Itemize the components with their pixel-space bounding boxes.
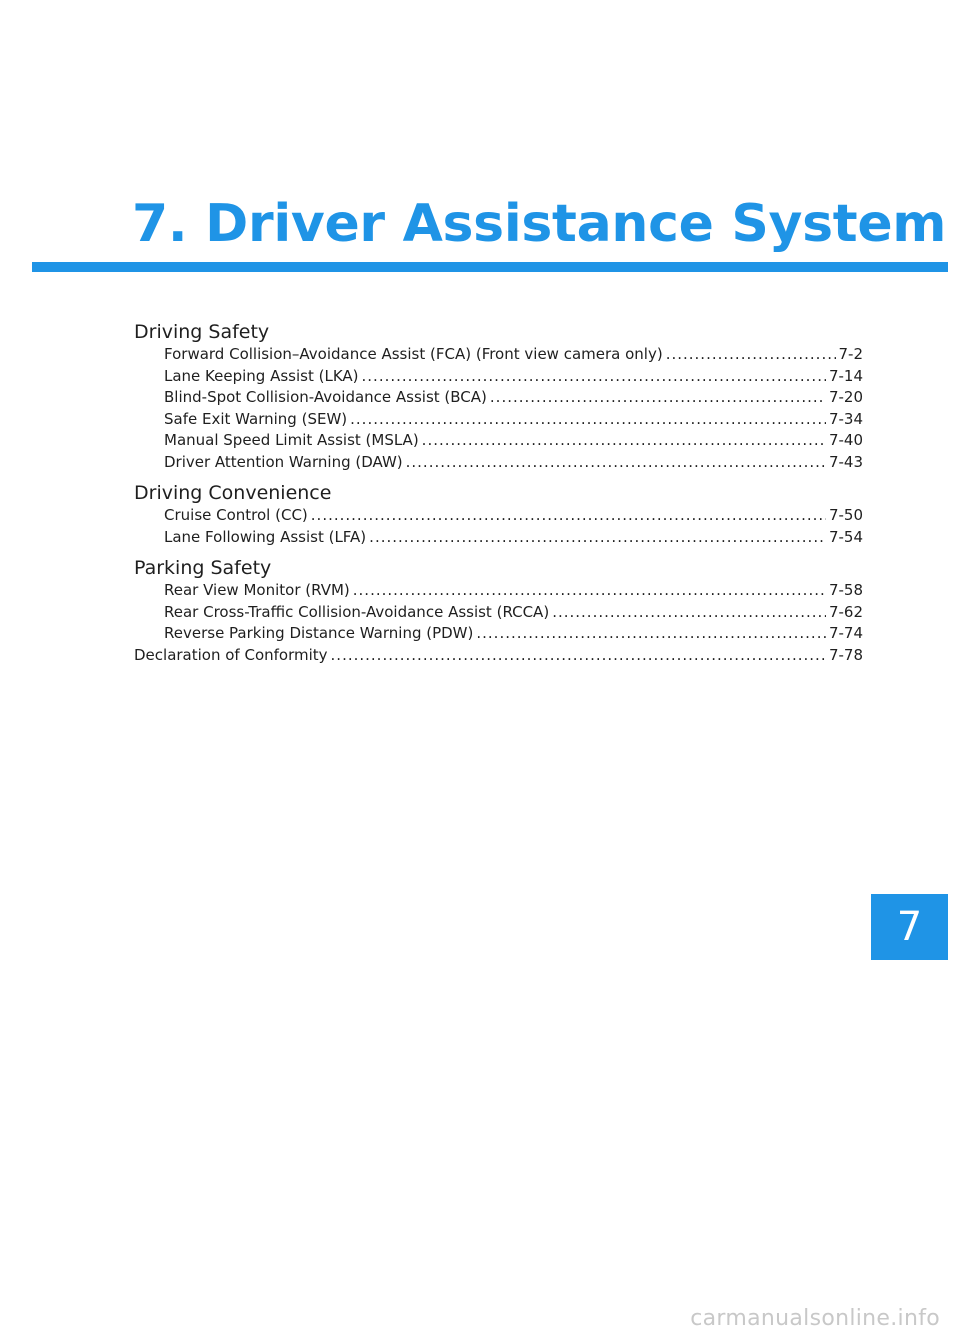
dot-leader bbox=[422, 430, 826, 452]
toc-entry-label: Lane Following Assist (LFA) bbox=[164, 527, 367, 546]
title-rule bbox=[32, 262, 948, 272]
toc-entry-label: Rear Cross-Traffic Collision-Avoidance Assist (RCCA) bbox=[164, 602, 550, 621]
toc-entry-bca[interactable] bbox=[134, 387, 863, 409]
toc-entry-label: Lane Keeping Assist (LKA) bbox=[164, 366, 359, 385]
toc-entry-page: 7-40 bbox=[828, 431, 863, 449]
toc-entry-page: 7-78 bbox=[828, 645, 863, 664]
toc-entry-page: 7-20 bbox=[828, 388, 863, 406]
section-heading-driving-convenience: Driving Convenience bbox=[134, 482, 332, 504]
toc-entry-page: 7-43 bbox=[828, 452, 863, 471]
toc-entry-label: Forward Collision–Avoidance Assist (FCA) (Front view camera only) bbox=[164, 345, 663, 363]
dot-leader bbox=[490, 387, 826, 409]
dot-leader bbox=[552, 602, 826, 624]
toc-entry-label: Manual Speed Limit Assist (MSLA) bbox=[164, 431, 419, 449]
toc-entry-page: 7-2 bbox=[838, 345, 863, 363]
toc-entry-msla[interactable] bbox=[134, 430, 863, 452]
dot-leader bbox=[406, 452, 826, 474]
dot-leader bbox=[369, 527, 826, 549]
toc-entry-label: Safe Exit Warning (SEW) bbox=[164, 409, 348, 428]
dot-leader bbox=[362, 366, 826, 388]
toc-entry-sew[interactable] bbox=[134, 409, 863, 431]
dot-leader bbox=[353, 580, 826, 602]
toc-entry-page: 7-14 bbox=[828, 366, 863, 385]
toc-entry-label: Driver Attention Warning (DAW) bbox=[164, 452, 403, 471]
toc-entry-label: Reverse Parking Distance Warning (PDW) bbox=[164, 624, 474, 642]
toc-entry-page: 7-62 bbox=[828, 602, 863, 621]
toc-entry-page: 7-54 bbox=[828, 527, 863, 546]
toc-entry-declaration[interactable] bbox=[134, 645, 863, 667]
toc-entry-pdw[interactable] bbox=[134, 623, 863, 645]
chapter-tab[interactable]: 7 bbox=[871, 894, 948, 960]
toc-entry-fca[interactable] bbox=[134, 344, 863, 366]
dot-leader bbox=[331, 645, 826, 667]
toc-entry-page: 7-34 bbox=[828, 409, 863, 428]
toc-entry-daw[interactable] bbox=[134, 452, 863, 474]
toc-entry-page: 7-74 bbox=[828, 624, 863, 642]
toc-entry-lka[interactable] bbox=[134, 366, 863, 388]
dot-leader bbox=[311, 505, 826, 527]
toc-entry-label: Cruise Control (CC) bbox=[164, 506, 308, 524]
toc-entry-rcca[interactable] bbox=[134, 602, 863, 624]
toc-entry-cc[interactable] bbox=[134, 505, 863, 527]
section-heading-parking-safety: Parking Safety bbox=[134, 557, 272, 579]
section-heading-driving-safety: Driving Safety bbox=[134, 321, 270, 343]
dot-leader bbox=[666, 344, 836, 366]
toc-entry-label: Declaration of Conformity bbox=[134, 645, 328, 664]
dot-leader bbox=[476, 623, 826, 645]
watermark: carmanualsonline.info bbox=[690, 1306, 940, 1331]
toc-entry-label: Blind-Spot Collision-Avoidance Assist (BCA) bbox=[164, 388, 487, 406]
toc-entry-label: Rear View Monitor (RVM) bbox=[164, 581, 350, 599]
toc-entry-lfa[interactable] bbox=[134, 527, 863, 549]
chapter-title: 7. Driver Assistance System bbox=[132, 194, 947, 254]
toc-entry-page: 7-58 bbox=[828, 581, 863, 599]
toc-entry-rvm[interactable] bbox=[134, 580, 863, 602]
table-of-contents bbox=[134, 320, 863, 666]
dot-leader bbox=[350, 409, 826, 431]
toc-entry-page: 7-50 bbox=[828, 506, 863, 524]
